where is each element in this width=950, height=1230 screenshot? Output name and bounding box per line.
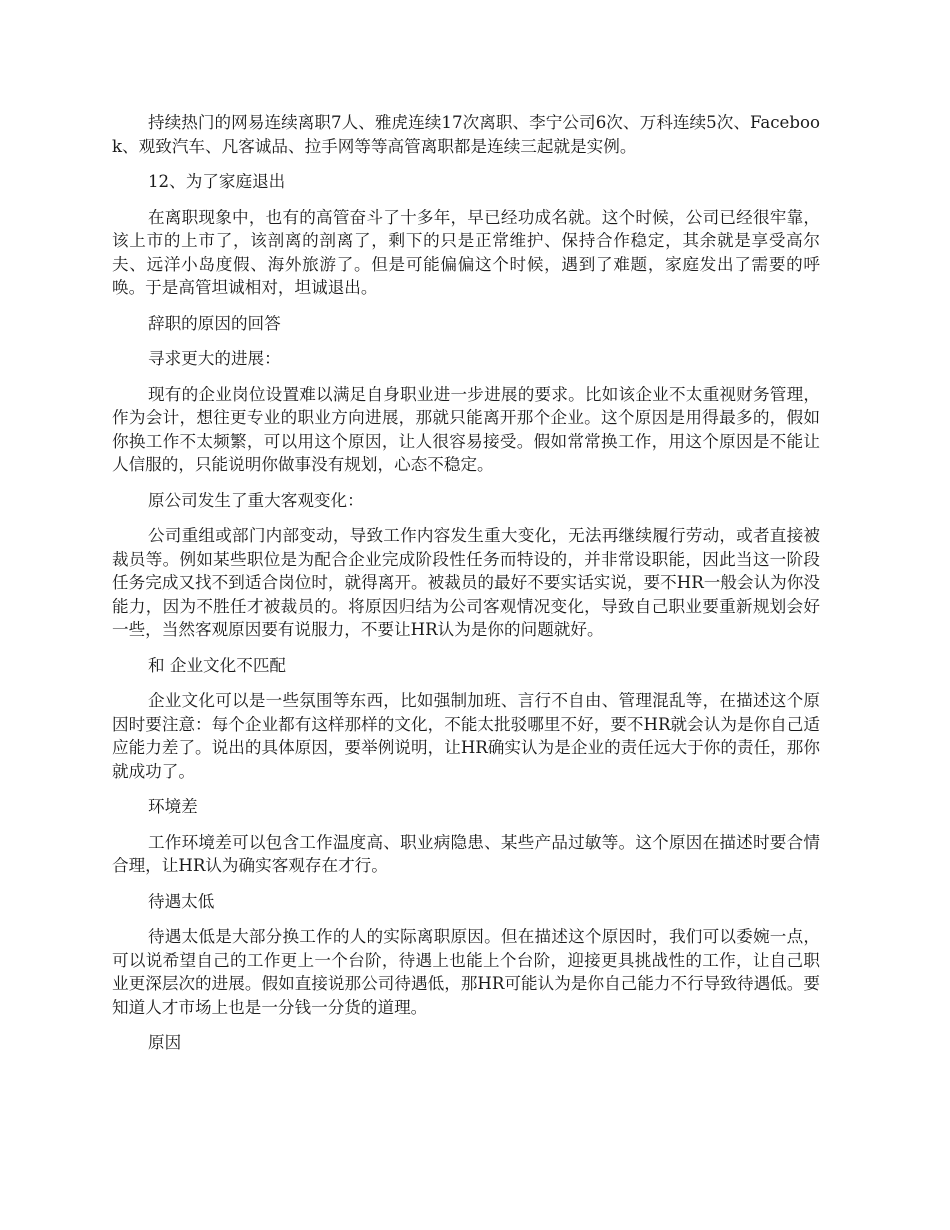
section-heading: 原因	[148, 1033, 182, 1052]
section-heading: 原公司发生了重大客观变化：	[148, 490, 364, 510]
section-heading: 环境差	[148, 797, 198, 816]
paragraph: 工作环境差可以包含工作温度高、职业病隐患、某些产品过敏等。这个原因在描述时要合情合理，让HR认为确实客观存在才行。	[112, 832, 820, 875]
section-heading: 和 企业文化不匹配	[148, 655, 287, 675]
paragraph: 公司重组或部门内部变动，导致工作内容发生重大变化，无法再继续履行劳动，或者直接被裁员等。例如某些职位是为配合企业完成阶段性任务而特设的，并非常设职能，因此当这一阶段任务完成又找不到适合岗位时，就得离开。被裁员的最好不要实话实说，要不HR一般会认为你没能力，因为不胜任才被裁员的。将原因归结为公司客观情况变化，导致自己职业要重新规划会好一些，当然客观原因要有说服力，不要让HR认为是你的问题就好。	[112, 526, 820, 639]
paragraph: 持续热门的网易连续离职7人、雅虎连续17次离职、李宁公司6次、万科连续5次、Facebook、观致汽车、凡客诚品、拉手网等等高管离职都是连续三起就是实例。	[112, 113, 820, 156]
section-heading: 待遇太低	[148, 891, 215, 911]
section-heading: 12、为了家庭退出	[148, 172, 286, 191]
paragraph: 待遇太低是大部分换工作的人的实际离职原因。但在描述这个原因时，我们可以委婉一点，可以说希望自己的工作更上一个台阶，待遇上也能上个台阶，迎接更具挑战性的工作，让自己职业更深层次的进展。假如直接说那公司待遇低，那HR可能认为是你自己能力不行导致待遇低。要知道人才市场上也是一分钱一分货的道理。	[112, 927, 820, 1017]
section-heading: 辞职的原因的回答	[148, 313, 281, 333]
section-heading: 寻求更大的进展：	[148, 349, 281, 368]
paragraph: 现有的企业岗位设置难以满足自身职业进一步进展的要求。比如该企业不太重视财务管理，作为会计，想往更专业的职业方向进展，那就只能离开那个企业。这个原因是用得最多的，假如你换工作不太频繁，可以用这个原因，让人很容易接受。假如常常换工作，用这个原因是不能让人信服的，只能说明你做事没有规划，心态不稳定。	[112, 384, 820, 474]
paragraph: 企业文化可以是一些氛围等东西，比如强制加班、言行不自由、管理混乱等，在描述这个原因时要注意：每个企业都有这样那样的文化，不能太批驳哪里不好，要不HR就会认为是你自己适应能力差了。说出的具体原因，要举例说明，让HR确实认为是企业的责任远大于你的责任，那你就成功了。	[112, 691, 820, 781]
paragraph: 在离职现象中，也有的高管奋斗了十多年，早已经功成名就。这个时候，公司已经很牢靠，该上市的上市了，该剖离的剖离了，剩下的只是正常维护、保持合作稳定，其余就是享受高尔夫、远洋小岛度假、海外旅游了。但是可能偏偏这个时候，遇到了难题，家庭发出了需要的呼唤。于是高管坦诚相对，坦诚退出。	[112, 207, 820, 297]
